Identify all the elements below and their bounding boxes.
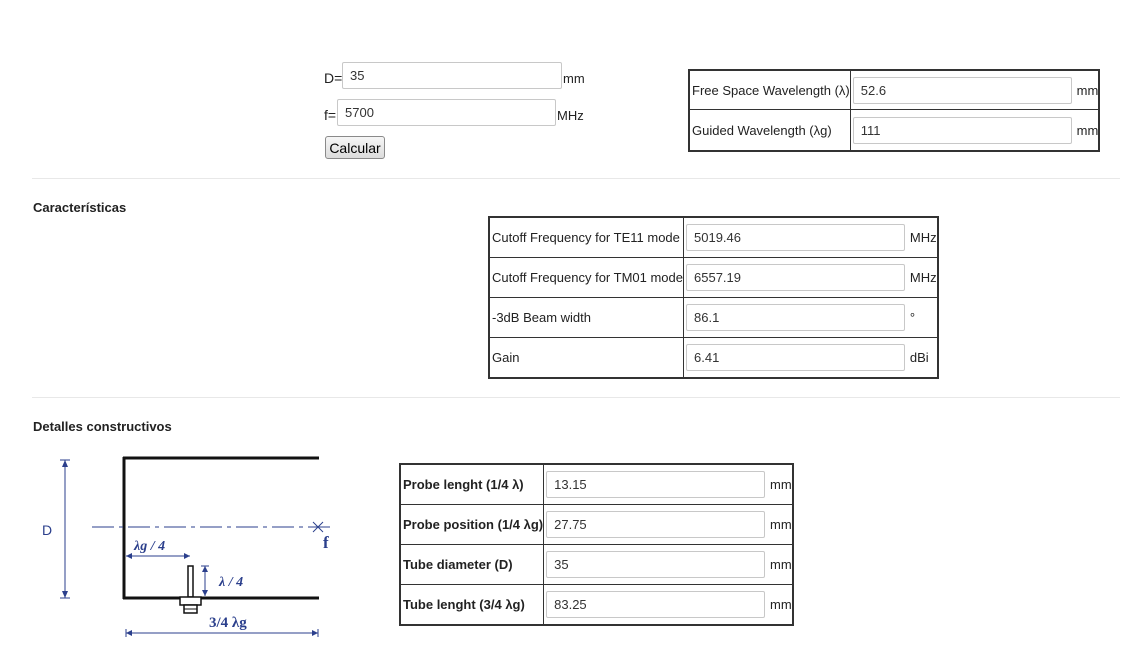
tube-diameter-input[interactable] [546, 551, 765, 578]
free-space-wavelength-label: Free Space Wavelength (λ) [689, 70, 850, 110]
tube-length-label: Tube lenght (3/4 λg) [400, 585, 544, 625]
te11-cutoff-unit: MHz [909, 229, 937, 245]
caracteristicas-heading: Características [33, 200, 127, 215]
probe-length-label: Probe lenght (1/4 λ) [400, 464, 544, 504]
probe-position-input[interactable] [546, 511, 765, 538]
gain-cell [684, 338, 938, 378]
guided-wavelength-label: Guided Wavelength (λg) [689, 110, 850, 151]
d-arrow-bottom [62, 591, 68, 598]
f-label: f [323, 533, 329, 552]
te11-cutoff-label: Cutoff Frequency for TE11 mode [489, 217, 684, 257]
f-input[interactable] [337, 99, 556, 126]
characteristics-table [488, 216, 939, 379]
tm01-cutoff-unit: MHz [909, 269, 937, 285]
d-label: D= [324, 70, 343, 86]
l34-arrow-left [126, 630, 132, 636]
wavelength-table [688, 69, 1100, 152]
free-space-wavelength-input[interactable] [853, 77, 1072, 104]
gain-unit: dBi [909, 350, 929, 366]
probe-length-cell [544, 464, 793, 504]
gain-label: Gain [489, 338, 684, 378]
tube-length-unit: mm [770, 597, 792, 613]
guided-wavelength-cell [850, 110, 1099, 151]
te11-cutoff-input[interactable] [686, 224, 905, 251]
calcular-button[interactable]: Calcular [325, 136, 385, 159]
l4-arrow-bottom [202, 590, 208, 596]
probe-connector [180, 597, 201, 605]
probe-rod [188, 566, 193, 597]
beam-width-unit: ° [909, 310, 916, 326]
tube-diameter-label: Tube diameter (D) [400, 545, 544, 585]
lg4-arrow-left [126, 553, 132, 559]
tm01-cutoff-input[interactable] [686, 264, 905, 291]
tube-diameter-cell [544, 545, 793, 585]
tube-length-input[interactable] [546, 591, 765, 618]
f-unit: MHz [557, 108, 584, 123]
tm01-cutoff-cell [684, 257, 938, 297]
beam-width-input[interactable] [686, 304, 905, 331]
l4-arrow-top [202, 566, 208, 572]
d-dimension-label: D [42, 522, 53, 538]
free-space-wavelength-unit: mm [1076, 82, 1099, 98]
d-unit: mm [563, 71, 585, 86]
beam-width-label: -3dB Beam width [489, 298, 684, 338]
guided-wavelength-input[interactable] [853, 117, 1072, 144]
tube-length-cell [544, 585, 793, 625]
f-label: f= [324, 107, 337, 123]
l34-arrow-right [312, 630, 318, 636]
waveguide-diagram [0, 452, 340, 642]
divider-2 [32, 397, 1120, 398]
l34-label: 3/4 λg [209, 615, 247, 631]
gain-input[interactable] [686, 344, 905, 371]
free-space-wavelength-cell [850, 70, 1099, 110]
probe-position-label: Probe position (1/4 λg) [400, 504, 544, 544]
tube-diameter-unit: mm [770, 557, 792, 573]
divider-1 [32, 178, 1120, 179]
probe-position-unit: mm [770, 516, 792, 532]
l4-label: λ / 4 [219, 575, 244, 590]
construction-table [399, 463, 794, 626]
probe-position-cell [544, 504, 793, 544]
d-arrow-top [62, 460, 68, 467]
te11-cutoff-cell [684, 217, 938, 257]
guided-wavelength-unit: mm [1076, 122, 1099, 138]
d-input[interactable] [342, 62, 562, 89]
beam-width-cell [684, 298, 938, 338]
tm01-cutoff-label: Cutoff Frequency for TM01 mode [489, 257, 684, 297]
detalles-constructivos-heading: Detalles constructivos [33, 419, 172, 434]
probe-length-input[interactable] [546, 471, 765, 498]
lg4-label: λg / 4 [134, 539, 166, 554]
lg4-arrow-right [184, 553, 190, 559]
probe-length-unit: mm [770, 476, 792, 492]
